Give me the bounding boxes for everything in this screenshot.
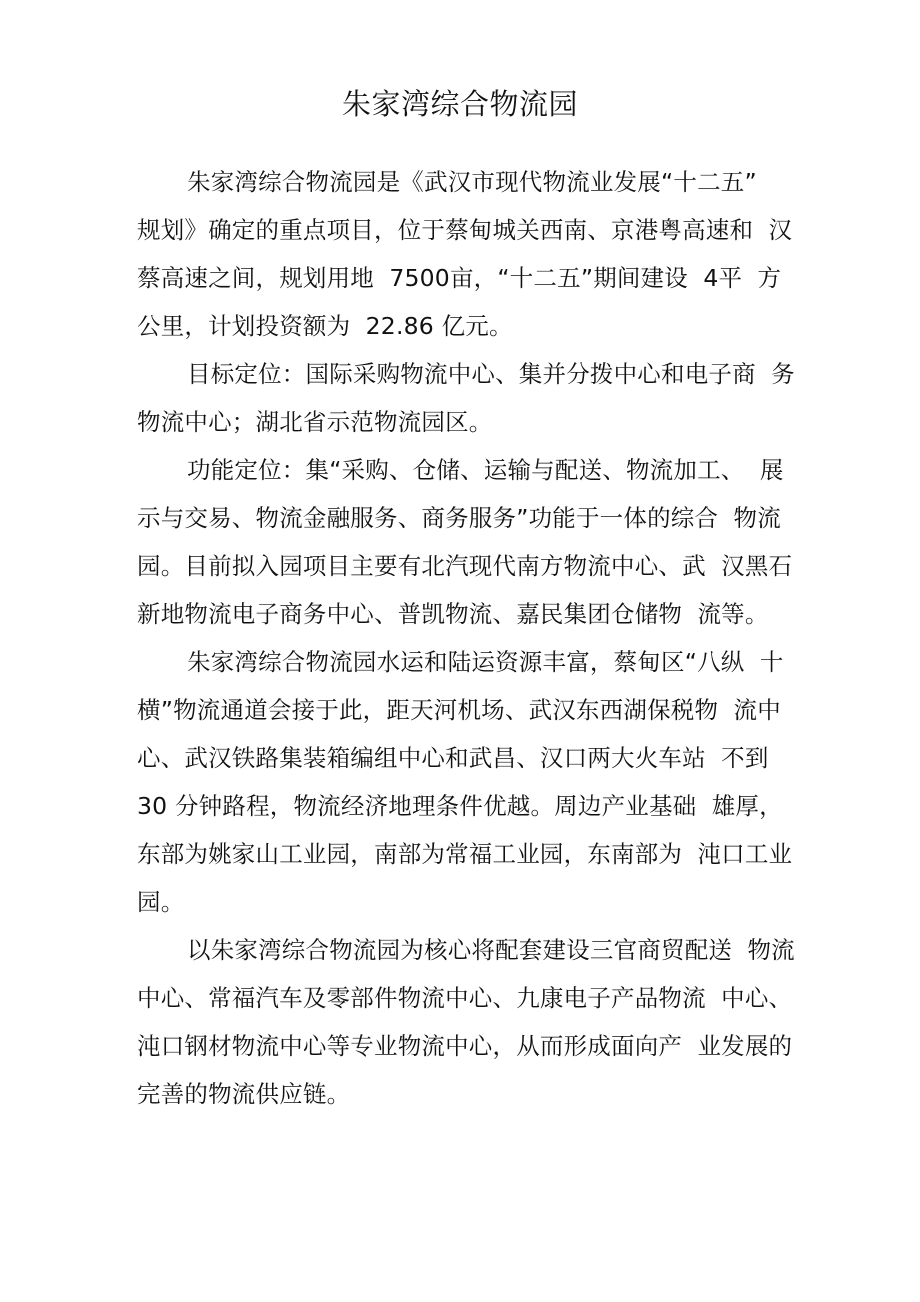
- paragraph-3-line-4: 新地物流电子商务中心、普凯物流、嘉民集团仓储物 流等。: [137, 600, 769, 628]
- paragraph-4-line-2: 横”物流通道会接于此，距天河机场、武汉东西湖保税物 流中: [137, 696, 781, 724]
- paragraph-5-line-4: 完善的物流供应链。: [137, 1080, 351, 1108]
- paragraph-3-line-3: 园。目前拟入园项目主要有北汽现代南方物流中心、武 汉黑石: [137, 552, 793, 580]
- paragraph-4-line-6: 园。: [137, 888, 185, 916]
- paragraph-5-line-1: 以朱家湾综合物流园为核心将配套建设三官商贸配送 物流: [187, 936, 795, 964]
- paragraph-1-line-2: 规划》确定的重点项目，位于蔡甸城关西南、京港粤高速和 汉: [137, 216, 793, 244]
- paragraph-3-line-2: 示与交易、物流金融服务、商务服务”功能于一体的综合 物流: [137, 504, 781, 532]
- paragraph-5-line-2: 中心、常福汽车及零部件物流中心、九康电子产品物流 中心、: [137, 984, 793, 1012]
- paragraph-5-line-3: 沌口钢材物流中心等专业物流中心，从而形成面向产 业发展的: [137, 1032, 793, 1060]
- paragraph-1-line-4: 公里，计划投资额为 22.86 亿元。: [137, 312, 513, 340]
- paragraph-2-line-1: 目标定位：国际采购物流中心、集并分拨中心和电子商 务: [187, 360, 795, 388]
- paragraph-4-line-5: 东部为姚家山工业园，南部为常福工业园，东南部为 沌口工业: [137, 840, 793, 868]
- paragraph-1-line-3: 蔡高速之间，规划用地 7500亩，“十二五”期间建设 4平 方: [137, 264, 782, 292]
- document-title: 朱家湾综合物流园: [341, 87, 578, 121]
- paragraph-4-line-4: 30 分钟路程，物流经济地理条件优越。周边产业基础 雄厚，: [137, 792, 783, 820]
- paragraph-2-line-2: 物流中心；湖北省示范物流园区。: [137, 408, 493, 436]
- paragraph-1-line-1: 朱家湾综合物流园是《武汉市现代物流业发展“十二五”: [187, 168, 757, 196]
- paragraph-4-line-1: 朱家湾综合物流园水运和陆运资源丰富，蔡甸区“八纵 十: [187, 648, 784, 676]
- paragraph-4-line-3: 心、武汉铁路集装箱编组中心和武昌、汉口两大火车站 不到: [137, 744, 769, 772]
- paragraph-3-line-1: 功能定位：集“采购、仓储、运输与配送、物流加工、 展: [187, 456, 784, 484]
